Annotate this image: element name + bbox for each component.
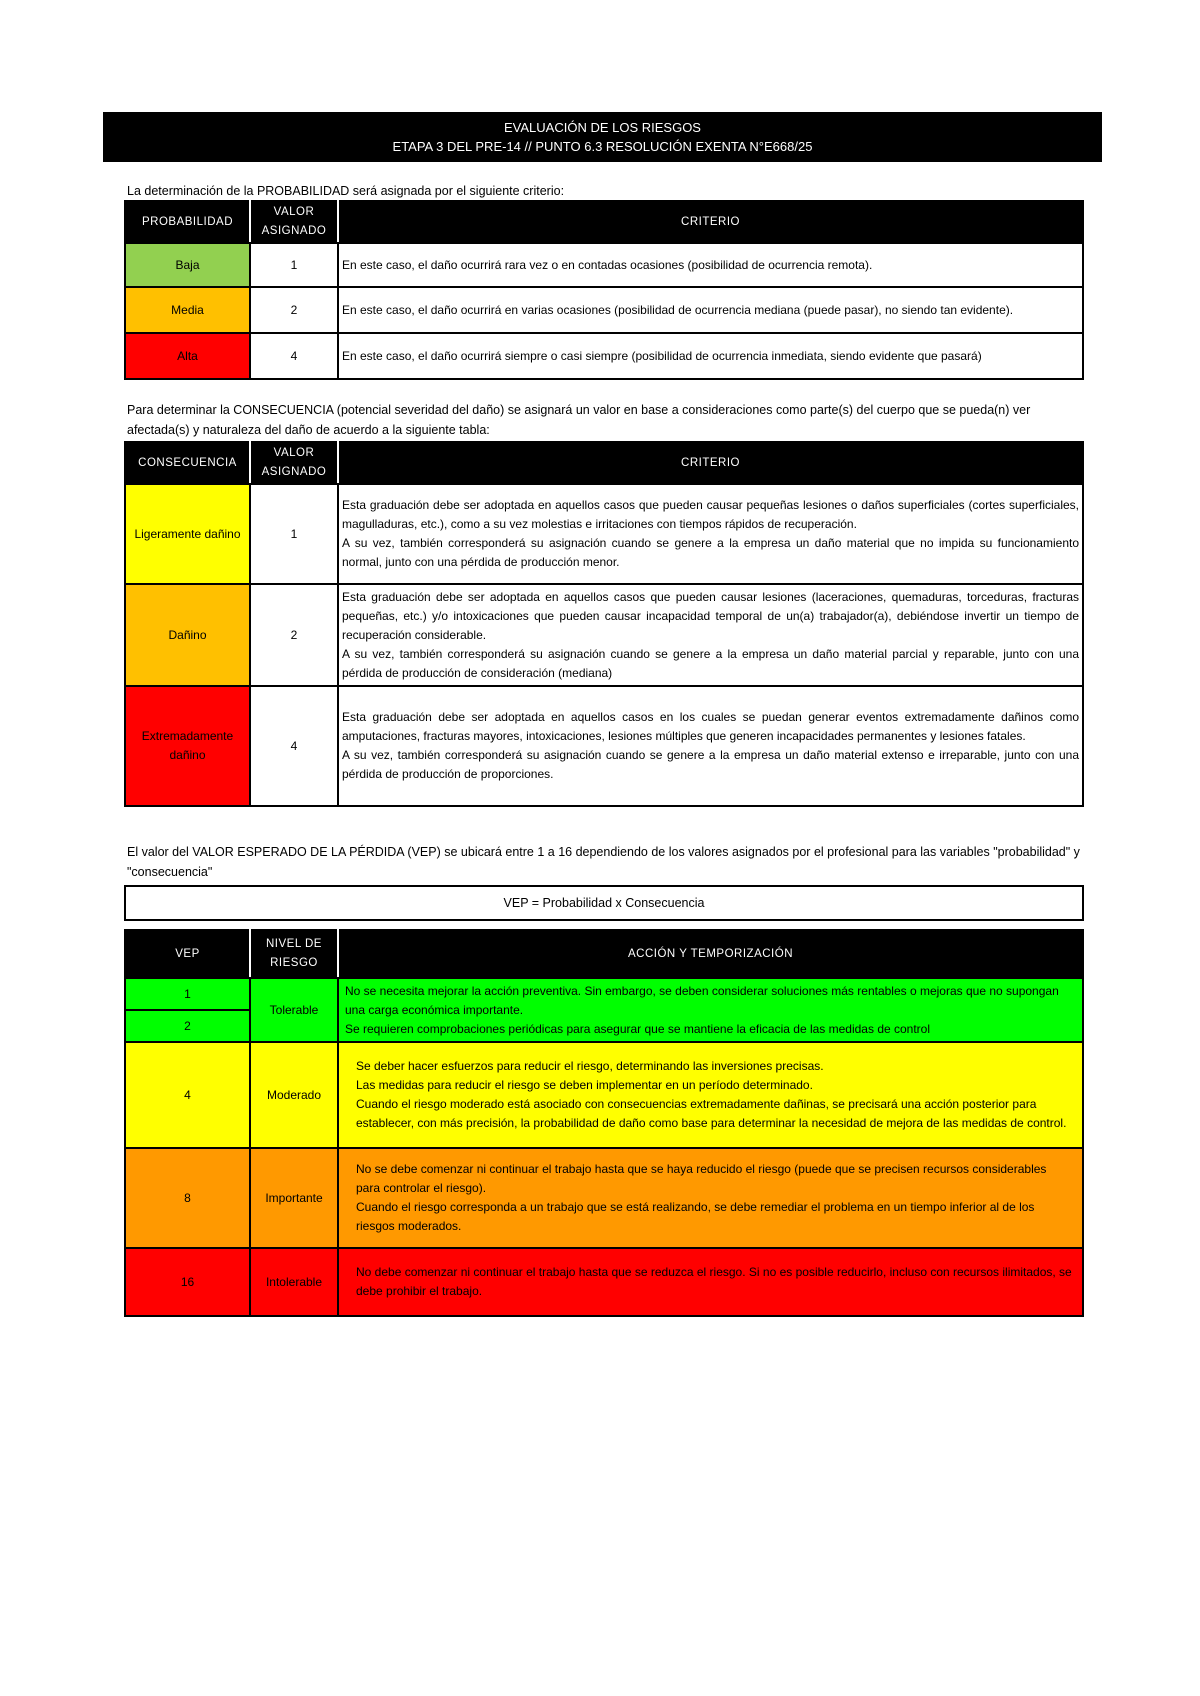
- value-cell: 1: [250, 243, 338, 287]
- criterio-cell: En este caso, el daño ocurrirá siempre o casi siempre (posibilidad de ocurrencia inmediata, siendo evidente que pasará): [338, 333, 1083, 379]
- header-vep: VEP: [125, 930, 250, 978]
- criterio-paragraph: Esta graduación debe ser adoptada en aquellos casos que pueden causar lesiones (laceraciones, quemaduras, torceduras, fracturas pequeñas, etc.) y/o intoxicaciones que pueden causar incapacidad temporal de un(a) trabajador(a), debiéndose invertir un tiempo de recuperación considerable.: [342, 589, 1079, 642]
- table-row: [125, 1248, 1083, 1316]
- vep-table: [124, 929, 1084, 1317]
- header-consecuencia: CONSECUENCIA: [125, 442, 250, 484]
- level-cell: Media: [125, 287, 250, 333]
- probabilidad-intro: La determinación de la PROBABILIDAD será asignada por el siguiente criterio:: [127, 184, 565, 198]
- header-nivel-riesgo: NIVEL DE RIESGO: [250, 930, 338, 978]
- table-row: [125, 1148, 1083, 1248]
- table-row: [125, 287, 1083, 333]
- criterio-cell: En este caso, el daño ocurrirá rara vez o en contadas ocasiones (posibilidad de ocurrencia remota).: [338, 243, 1083, 287]
- vep-formula-box: VEP = Probabilidad x Consecuencia: [124, 885, 1084, 921]
- table-row: [125, 333, 1083, 379]
- action-paragraph: No se necesita mejorar la acción preventiva. Sin embargo, se deben considerar soluciones más rentables o mejoras que no supongan una carga económica importante.: [345, 983, 1059, 1017]
- document-title: EVALUACIÓN DE LOS RIESGOS: [504, 120, 701, 135]
- table-header-row: [125, 930, 1083, 978]
- header-valor-asignado: VALOR ASIGNADO: [250, 201, 338, 243]
- risk-level-cell: Importante: [250, 1148, 338, 1248]
- header-accion: ACCIÓN Y TEMPORIZACIÓN: [338, 930, 1083, 978]
- action-paragraph: No se debe comenzar ni continuar el trabajo hasta que se haya reducido el riesgo (puede que se precisen recursos considerables para controlar el riesgo).: [356, 1162, 1047, 1195]
- table-header-row: [125, 442, 1083, 484]
- vep-value-cell: 4: [125, 1042, 250, 1148]
- level-cell: Dañino: [125, 584, 250, 686]
- header-valor-asignado: VALOR ASIGNADO: [250, 442, 338, 484]
- action-paragraph: Las medidas para reducir el riesgo se deben implementar en un período determinado.: [356, 1078, 813, 1092]
- value-cell: 4: [250, 333, 338, 379]
- table-row: [125, 686, 1083, 806]
- action-paragraph: Cuando el riesgo corresponda a un trabajo que se está realizando, se debe remediar el problema en un tiempo inferior al de los riesgos moderados.: [356, 1200, 1035, 1233]
- criterio-paragraph: A su vez, también corresponderá su asignación cuando se genere a la empresa un daño material parcial y reparable, junto con una pérdida de producción de consideración (mediana): [342, 646, 1079, 680]
- action-cell: [338, 1042, 1083, 1148]
- criterio-cell: [338, 584, 1083, 686]
- table-row: [125, 484, 1083, 584]
- criterio-cell: [338, 484, 1083, 584]
- level-cell: Alta: [125, 333, 250, 379]
- vep-intro: El valor del VALOR ESPERADO DE LA PÉRDIDA (VEP) se ubicará entre 1 a 16 dependiendo de los valores asignados por el profesional para las variables "probabilidad" y "consecuencia": [127, 845, 1080, 879]
- document-subtitle: ETAPA 3 DEL PRE-14 // PUNTO 6.3 RESOLUCIÓN EXENTA N°E668/25: [392, 139, 813, 154]
- criterio-paragraph: Esta graduación debe ser adoptada en aquellos casos en los cuales se puedan generar eventos extremadamente dañinos como amputaciones, fracturas mayores, intoxicaciones, lesiones múltiples que generen incapacidades permanentes y lesiones fatales.: [342, 710, 1079, 743]
- value-cell: 1: [250, 484, 338, 584]
- table-header-row: [125, 201, 1083, 243]
- criterio-paragraph: A su vez, también corresponderá su asignación cuando se genere a la empresa un daño material que no impida su funcionamiento normal, junto con una pérdida de producción menor.: [342, 536, 1079, 569]
- table-row: [125, 978, 1083, 1010]
- vep-value-cell: 8: [125, 1148, 250, 1248]
- value-cell: 2: [250, 584, 338, 686]
- document-title-box: [103, 112, 1102, 162]
- criterio-paragraph: A su vez, también corresponderá su asignación cuando se genere a la empresa un daño material extenso e irreparable, junto con una pérdida de producción de proporciones.: [342, 748, 1079, 781]
- level-cell: Baja: [125, 243, 250, 287]
- action-cell: [338, 978, 1083, 1042]
- value-cell: 2: [250, 287, 338, 333]
- action-cell: No debe comenzar ni continuar el trabajo hasta que se reduzca el riesgo. Si no es posible reducirlo, incluso con recursos ilimitados, se debe prohibir el trabajo.: [338, 1248, 1083, 1316]
- action-paragraph: Se requieren comprobaciones periódicas para asegurar que se mantiene la eficacia de las medidas de control: [345, 1021, 931, 1036]
- table-row: [125, 1042, 1083, 1148]
- consecuencia-intro: Para determinar la CONSECUENCIA (potencial severidad del daño) se asignará un valor en base a consideraciones como parte(s) del cuerpo que se pueda(n) ver afectada(s) y naturaleza del daño de acuerdo a la siguiente tabla:: [127, 403, 1031, 437]
- header-criterio: CRITERIO: [338, 442, 1083, 484]
- action-paragraph: Se deber hacer esfuerzos para reducir el riesgo, determinando las inversiones precisas.: [356, 1059, 824, 1073]
- consecuencia-table: [124, 441, 1084, 807]
- criterio-cell: En este caso, el daño ocurrirá en varias ocasiones (posibilidad de ocurrencia mediana (puede pasar), no siendo tan evidente).: [338, 287, 1083, 333]
- criterio-paragraph: Esta graduación debe ser adoptada en aquellos casos que pueden causar pequeñas lesiones o daños superficiales (cortes superficiales, magulladuras, etc.), como a su vez molestias e irritaciones con tiempos rápidos de recuperación.: [342, 498, 1079, 531]
- header-criterio: CRITERIO: [338, 201, 1083, 243]
- action-paragraph: Cuando el riesgo moderado está asociado con consecuencias extremadamente dañinas, se precisará una acción posterior para establecer, con más precisión, la probabilidad de daño como base para determinar la necesidad de mejora de las medidas de control.: [356, 1097, 1067, 1130]
- table-row: [125, 584, 1083, 686]
- vep-value-cell: 1: [125, 978, 250, 1010]
- risk-level-cell: Tolerable: [250, 978, 338, 1042]
- risk-level-cell: Intolerable: [250, 1248, 338, 1316]
- vep-value-cell: 2: [125, 1010, 250, 1042]
- level-cell: Extremadamente dañino: [125, 686, 250, 806]
- table-row: [125, 243, 1083, 287]
- action-cell: [338, 1148, 1083, 1248]
- probabilidad-table: [124, 200, 1084, 380]
- level-cell: Ligeramente dañino: [125, 484, 250, 584]
- value-cell: 4: [250, 686, 338, 806]
- risk-level-cell: Moderado: [250, 1042, 338, 1148]
- header-probabilidad: PROBABILIDAD: [125, 201, 250, 243]
- criterio-cell: [338, 686, 1083, 806]
- vep-value-cell: 16: [125, 1248, 250, 1316]
